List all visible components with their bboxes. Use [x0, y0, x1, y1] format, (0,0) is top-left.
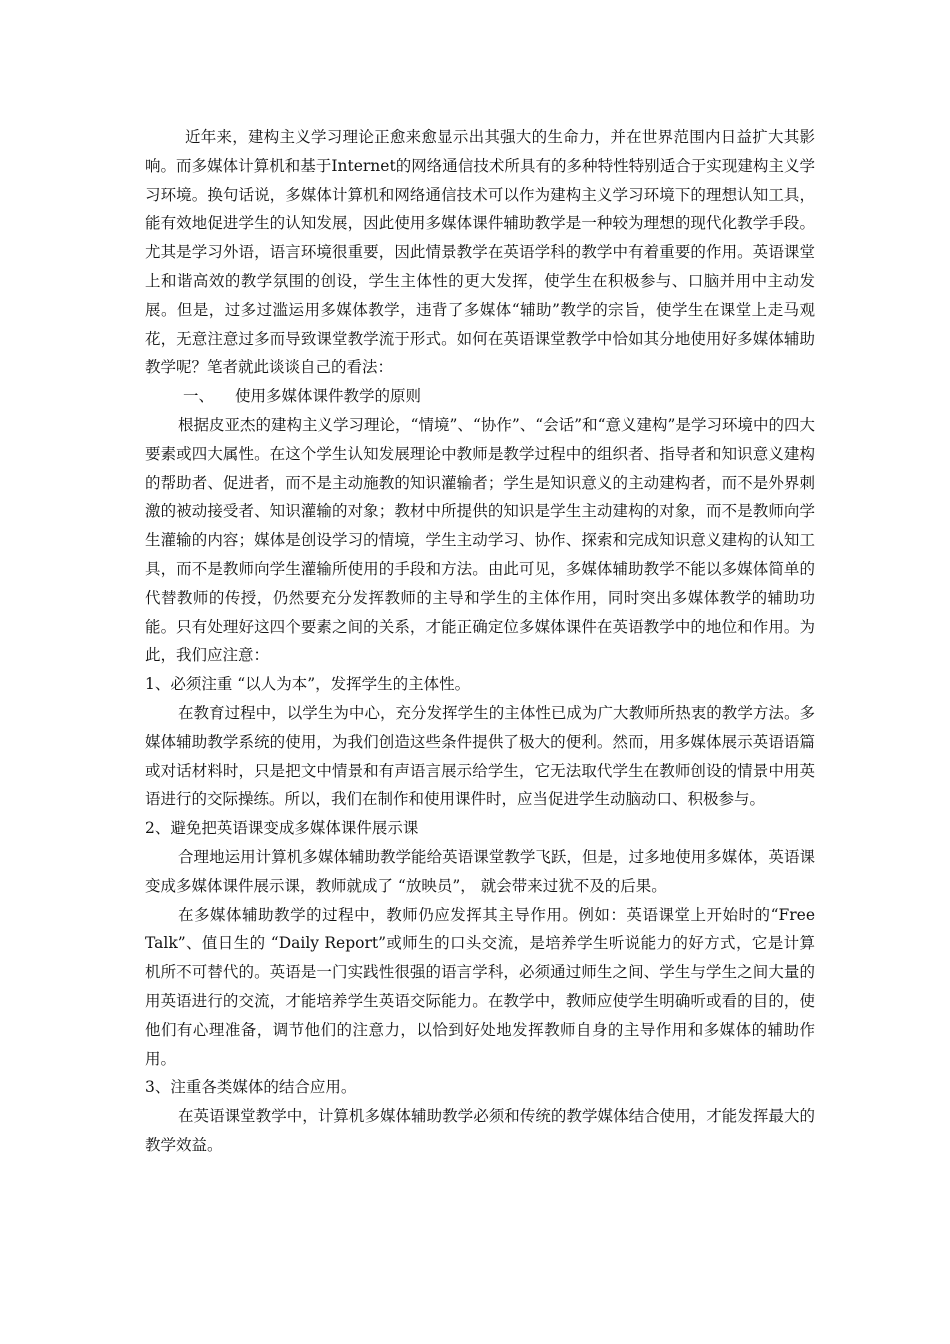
section-heading: [145, 382, 815, 411]
section-title: 使用多媒体课件教学的原则: [235, 387, 422, 406]
section-number: 一、: [183, 387, 215, 406]
item-paragraph-2a: 合理地运用计算机多媒体辅助教学能给英语课堂教学飞跃，但是，过多地使用多媒体，英语课变成多媒体课件展示课，教师就成了 “放映员”， 就会带来过犹不及的后果。: [145, 847, 815, 895]
intro-paragraph: 近年来，建构主义学习理论正愈来愈显示出其强大的生命力，并在世界范围内日益扩大其影响。而多媒体计算机和基于Internet的网络通信技术所具有的多种特性特别适合于实现建构主义学习环境。换句话说，多媒体计算机和网络通信技术可以作为建构主义学习环境下的理想认知工具，能有效地促进学生的认知发展，因此使用多媒体课件辅助教学是一种较为理想的现代化教学手段。尤其是学习外语，语言环境很重要，因此情景教学在英语学科的教学中有着重要的作用。英语课堂上和谐高效的教学氛围的创设，学生主体性的更大发挥，使学生在积极参与、口脑并用中主动发展。但是，过多过滥运用多媒体教学，违背了多媒体“辅助”教学的宗旨，使学生在课堂上走马观花，无意注意过多而导致课堂教学流于形式。如何在英语课堂教学中恰如其分地使用好多媒体辅助教学呢？笔者就此谈谈自己的看法：: [145, 128, 815, 377]
document-body: [145, 123, 815, 1160]
item-heading-3: 3、注重各类媒体的结合应用。: [145, 1078, 357, 1097]
item-heading-2: 2、避免把英语课变成多媒体课件展示课: [145, 819, 419, 838]
item-heading-1: 1、必须注重 “以人为本”，发挥学生的主体性。: [145, 675, 471, 694]
item-paragraph-2b: 在多媒体辅助教学的过程中，教师仍应发挥其主导作用。例如：英语课堂上开始时的“Free Talk”、值日生的 “Daily Report”或师生的口头交流，是培养学生听说能力的好方式，它是计算机所不可替代的。英语是一门实践性很强的语言学科，必须通过师生之间、学生与学生之间大量的用英语进行的交流，才能培养学生英语交际能力。在教学中，教师应使学生明确听或看的目的，使他们有心理准备，调节他们的注意力，以恰到好处地发挥教师自身的主导作用和多媒体的辅助作用。: [145, 905, 815, 1068]
item-paragraph-1: 在教育过程中，以学生为中心，充分发挥学生的主体性已成为广大教师所热衷的教学方法。多媒体辅助教学系统的使用，为我们创造这些条件提供了极大的便利。然而，用多媒体展示英语语篇或对话材料时，只是把文中情景和有声语言展示给学生，它无法取代学生在教师创设的情景中用英语进行的交际操练。所以，我们在制作和使用课件时，应当促进学生动脑动口、积极参与。: [145, 703, 815, 809]
section-paragraph: 根据皮亚杰的建构主义学习理论，“情境”、“协作”、“会话”和“意义建构”是学习环境中的四大要素或四大属性。在这个学生认知发展理论中教师是教学过程中的组织者、指导者和知识意义建构的帮助者、促进者，而不是主动施教的知识灌输者；学生是知识意义的主动建构者，而不是外界刺激的被动接受者、知识灌输的对象；教材中所提供的知识是学生主动建构的对象，而不是教师向学生灌输的内容；媒体是创设学习的情境，学生主动学习、协作、探索和完成知识意义建构的认知工具，而不是教师向学生灌输所使用的手段和方法。由此可见，多媒体辅助教学不能以多媒体简单的代替教师的传授，仍然要充分发挥教师的主导和学生的主体作用，同时突出多媒体教学的辅助功能。只有处理好这四个要素之间的关系，才能正确定位多媒体课件在英语教学中的地位和作用。为此，我们应注意：: [145, 415, 815, 665]
item-paragraph-3: 在英语课堂教学中，计算机多媒体辅助教学必须和传统的教学媒体结合使用，才能发挥最大的教学效益。: [145, 1107, 815, 1154]
